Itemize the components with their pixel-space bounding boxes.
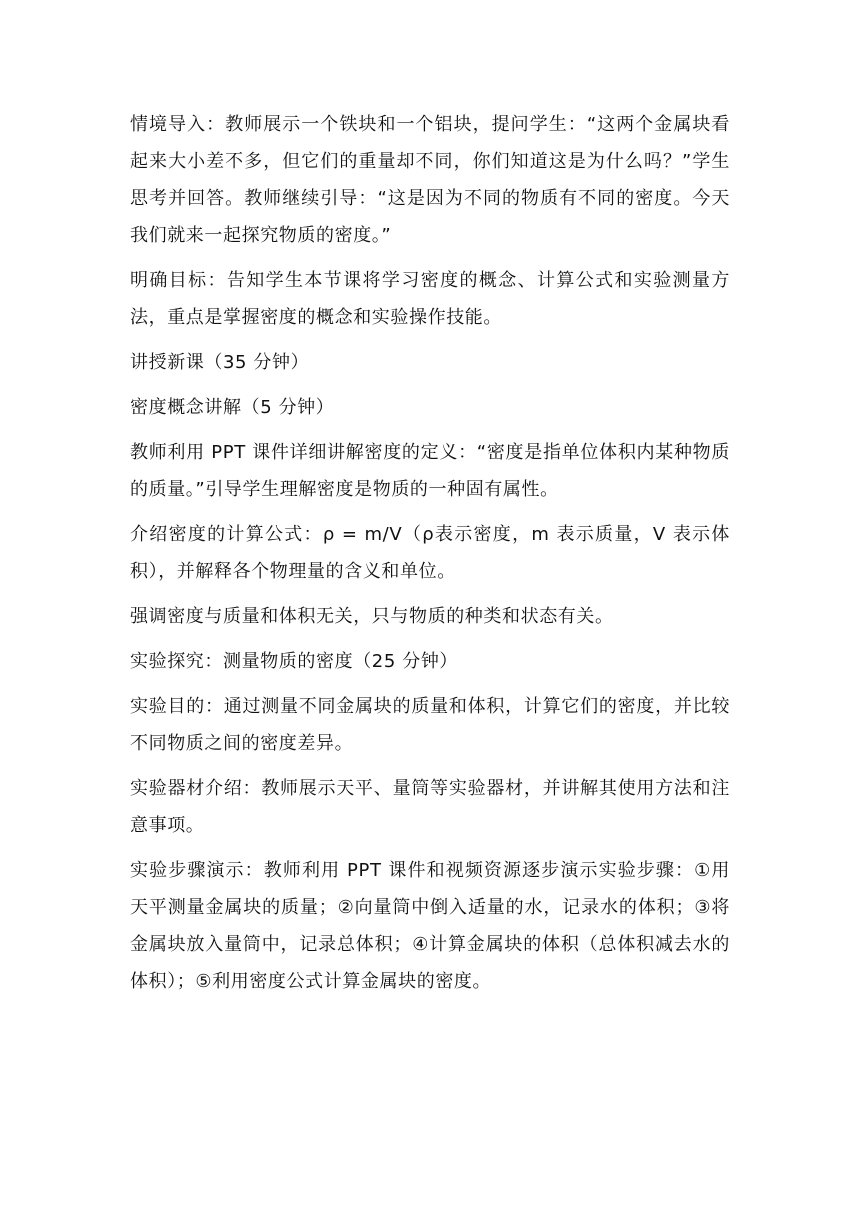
subsection-heading-density-concept: 密度概念讲解（5 分钟） — [130, 397, 335, 418]
paragraph-scenario-intro: 情境导入：教师展示一个铁块和一个铝块，提问学生：“这两个金属块看起来大小差不多，但它们的重量却不同，你们知道这是为什么吗？”学生思考并回答。教师继续引导：“这是因为不同的物质有不同的密度。今天我们就来一起探究物质的密度。” — [130, 114, 730, 246]
subsection-heading-experiment: 实验探究：测量物质的密度（25 分钟） — [130, 651, 459, 672]
section-heading-new-lesson: 讲授新课（35 分钟） — [130, 352, 310, 373]
paragraph-objectives: 明确目标：告知学生本节课将学习密度的概念、计算公式和实验测量方法，重点是掌握密度的概念和实验操作技能。 — [130, 270, 730, 328]
document-body — [130, 106, 730, 1008]
paragraph-experiment-purpose: 实验目的：通过测量不同金属块的质量和体积，计算它们的密度，并比较不同物质之间的密度差异。 — [130, 696, 730, 754]
paragraph-density-formula: 介绍密度的计算公式：ρ = m/V（ρ表示密度，m 表示质量，V 表示体积），并解释各个物理量的含义和单位。 — [130, 524, 730, 582]
paragraph-density-emphasis: 强调密度与质量和体积无关，只与物质的种类和状态有关。 — [130, 606, 614, 627]
paragraph-equipment-intro: 实验器材介绍：教师展示天平、量筒等实验器材，并讲解其使用方法和注意事项。 — [130, 778, 730, 836]
paragraph-experiment-steps: 实验步骤演示：教师利用 PPT 课件和视频资源逐步演示实验步骤：①用天平测量金属块的质量；②向量筒中倒入适量的水，记录水的体积；③将金属块放入量筒中，记录总体积；④计算金属块的体积（总体积减去水的体积）；⑤利用密度公式计算金属块的密度。 — [130, 860, 730, 992]
paragraph-density-definition: 教师利用 PPT 课件详细讲解密度的定义：“密度是指单位体积内某种物质的质量。”引导学生理解密度是物质的一种固有属性。 — [130, 442, 730, 500]
